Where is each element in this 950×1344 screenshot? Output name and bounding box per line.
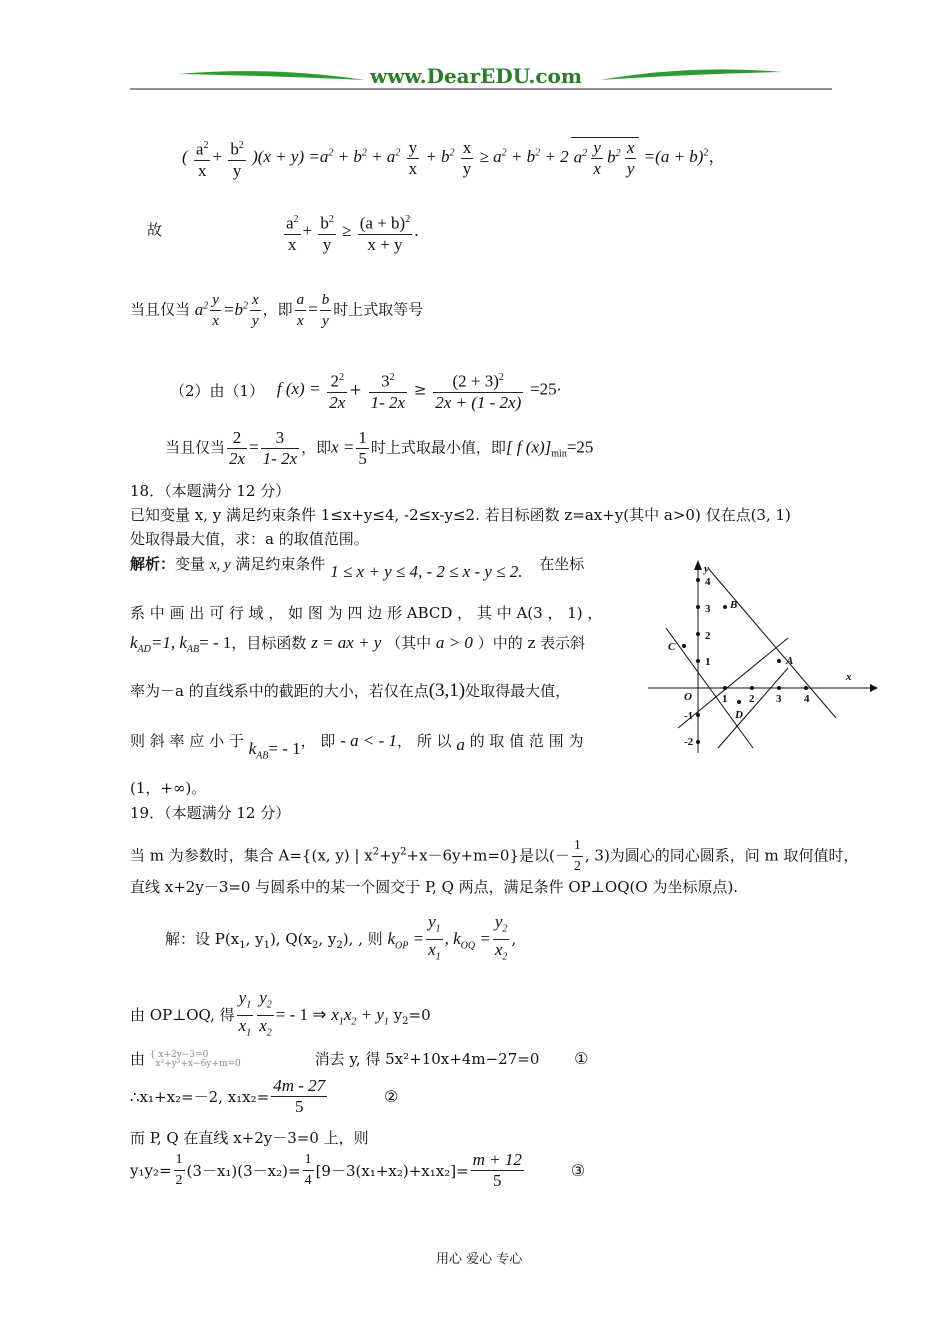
equality-condition: 当且仅当 $a^2$ $\frac{y}{x}$ $=b^2$ $\frac{x}{y}$ ，即 $\frac{a}{x}$ = $\frac{b}{y}$ 时上式取等号	[130, 292, 424, 329]
q19-title: 19．（本题满分 12 分）	[130, 804, 291, 822]
y-tick-neg1: -1	[684, 710, 694, 722]
x-tick-1: 1	[722, 693, 728, 705]
q19-y1y2-line: y₁y₂= $\frac{1}{2}$ (3－x₁)(3－x₂)= $\frac{1}{4}$ [9－3(x₁+x₂)+x₁x₂]= $\frac{m + 12}{5}$ ③	[130, 1150, 586, 1190]
feasible-region-diagram	[648, 558, 888, 758]
x-tick-3: 3	[776, 693, 782, 705]
q18-solution-line4: 率为－a 的直线系中的截距的大小，若仅在点(3,1)处取得最大值，	[130, 680, 571, 701]
q18-solution-line5: 则 斜 率 应 小 于 $k_{AB}= - 1$， 即 - a < - 1， 所 以 a 的 取 值 范 围 为	[130, 731, 584, 762]
x-tick-4: 4	[804, 693, 810, 705]
part2-line: （2）由（1） f (x) = $\frac{2^2}{2x}$ + $\frac{3^2}{1- 2x}$ ≥ $\frac{(2 + 3)^2}{2x + (1 - 2x)}$ =25·	[170, 368, 561, 413]
x-tick-2: 2	[749, 693, 755, 705]
inequality-line-1: ( $\frac{a^2}{x}$ + $\frac{b^2}{y}$ )$(x + y) =a^2 + b^2 + a^2$ $\frac{y}{x}$ + $b^2$ $\frac{x}{y}$ ≥ $a^2 + b^2 + 2$ $a^2$ $\frac{y}{x}$ $b^2$ $\frac{x}{y}$ $=(a + b)^2$，	[182, 137, 726, 180]
q19-sol1: 解：设 $P(x_1$, $y_1$), $Q(x_2$, $y_2$), , 则 $k_{OP}$ = $\frac{y_1}{x_1}$ , $k_{OQ}$ = $\frac{y_2}{x_2}$ ,	[165, 912, 517, 963]
q18-solution-line3: $k_{AD}=1$, $k_{AB}= - 1$，目标函数 z = ax + y （其中 a > 0 ）中的 z 表示斜	[130, 633, 586, 655]
point-A-label: A	[786, 655, 794, 667]
axis-x-label: x	[846, 671, 852, 683]
q19-system-line: 由 { x+2y−3=0 x²+y²+x−6y+m=0 消去 y, 得 5x²+10x+4m−27=0 ①	[130, 1049, 589, 1069]
q18-line1: 已知变量 x, y 满足约束条件 1≤x+y≤4, -2≤x-y≤2. 若目标函数 z=ax+y(其中 a>0) 仅在点(3, 1)	[130, 506, 791, 524]
q18-solution-line2: 系 中 画 出 可 行 域 ， 如 图 为 四 边 形 ABCD ， 其 中 A(3 ， 1) ，	[130, 604, 603, 622]
y-tick-3: 3	[705, 603, 711, 615]
header-banner	[130, 60, 832, 92]
y-tick-neg2: -2	[684, 736, 694, 748]
min-line: 当且仅当 $\frac{2}{2x}$ = $\frac{3}{1- 2x}$ ，即x = $\frac{1}{5}$ 时上式取最小值，即[ f $(x)]_{min}=25$	[165, 428, 594, 468]
q19-line2: 直线 x+2y－3=0 与圆系中的某一个圆交于 P, Q 两点，满足条件 OP⊥OQ(O 为坐标原点).	[130, 878, 739, 896]
gu-inequality: $\frac{a^2}{x}$ + $\frac{b^2}{y}$ ≥ $\frac{(a + b)^2}{x + y}$ .	[282, 210, 418, 255]
y-tick-1: 1	[705, 656, 711, 668]
point-C-label: C	[668, 641, 676, 653]
q19-op-line: 由 OP⊥OQ, 得 $\frac{y_1}{x_1}$ $\frac{y_2}{x_2}$ = - 1 ⇒ $x_1x_2 + y_1$ $y_2=0$	[130, 988, 431, 1039]
q18-solution-line6: (1，+∞)。	[130, 779, 207, 797]
q18-solution-line1: 解析：变量 x, y 满足约束条件 1 ≤ x + y ≤ 4, - 2 ≤ x - y ≤ 2. 在坐标	[130, 555, 585, 581]
footer-text: 用心 爱心 专心	[436, 1252, 523, 1267]
axis-y-label: y	[704, 563, 709, 575]
point-B-label: B	[730, 599, 738, 611]
y-tick-4: 4	[705, 576, 711, 588]
q19-line1: 当 m 为参数时，集合 A={(x, y) | $x^2+y^2+x-6y+m=0$}是以(－ $\frac{1}{2}$ , 3)为圆心的同心圆系，问 m 取何值时，	[130, 838, 859, 874]
q18-title: 18．（本题满分 12 分）	[130, 482, 291, 500]
y-tick-2: 2	[705, 630, 711, 642]
system-brace-icon: { x+2y−3=0 x²+y²+x−6y+m=0	[149, 1050, 241, 1069]
point-D-label: D	[735, 709, 743, 721]
q19-pq-line: 而 P, Q 在直线 x+2y－3=0 上，则	[130, 1129, 369, 1147]
origin-label: O	[684, 691, 692, 703]
q19-sum-line: ∴x₁+x₂=－2, x₁x₂= $\frac{4m - 27}{5}$ ②	[130, 1076, 399, 1116]
site-logo: www.DearEDU.com	[370, 64, 583, 88]
gu-label: 故	[147, 221, 163, 239]
q18-line2: 处取得最大值，求：a 的取值范围。	[130, 530, 369, 548]
